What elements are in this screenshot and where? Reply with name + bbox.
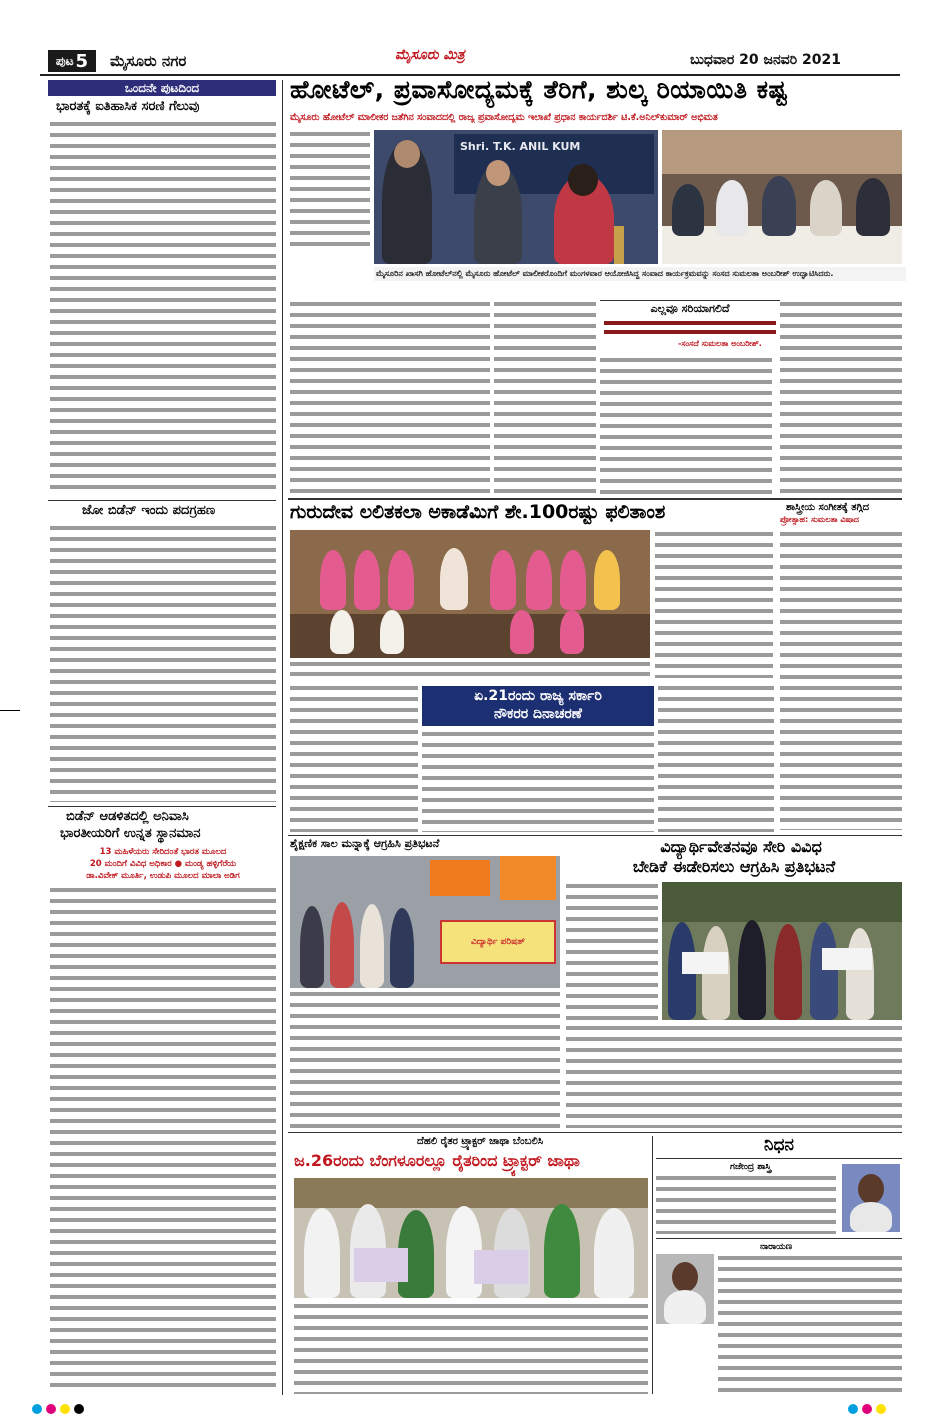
- photo-caption: ಮೈಸೂರಿನ ಖಾಸಗಿ ಹೋಟೆಲ್‌ನಲ್ಲಿ ಮೈಸೂರು ಹೋಟೆಲ್ ಮಾಲೀಕರೊಂದಿಗೆ ಮಂಗಳವಾರ ಆಯೋಜಿಸಿದ್ದ ಸಂವಾದ ಕಾರ್ಯಕ್ರಮವನ್ನು ಸಂಸದ ಸುಮಲತಾ ಅಂಬರೀಶ್ ಉದ್ಘಾಟಿಸಿದರು.: [374, 267, 906, 281]
- registration-mark: [60, 1404, 70, 1414]
- student-figure: [388, 550, 414, 610]
- person-figure: [568, 164, 598, 196]
- held-poster: [474, 1250, 528, 1284]
- placard: [822, 948, 872, 970]
- highlight-box-line: ಏ.21ರಂದು ರಾಜ್ಯ ಸರ್ಕಾರಿ: [474, 688, 602, 704]
- divider: [288, 835, 902, 836]
- person-figure: [810, 180, 842, 236]
- student-figure: [330, 610, 354, 654]
- person-figure: [360, 904, 384, 988]
- person-figure: [330, 902, 354, 988]
- story-body: [780, 300, 902, 495]
- story-headline: ಗುರುದೇವ ಲಲಿತಕಲಾ ಅಕಾಡೆಮಿಗೆ ಶೇ.100ರಷ್ಟು ಫಲಿತಾಂಶ: [290, 501, 666, 523]
- lamp: [614, 226, 624, 264]
- person-figure: [594, 1208, 634, 1298]
- person-figure: [846, 928, 874, 1020]
- person-figure: [486, 160, 510, 186]
- registration-mark: [848, 1404, 858, 1414]
- person-figure: [672, 1262, 698, 1292]
- registration-mark: [74, 1404, 84, 1414]
- person-figure: [544, 1204, 580, 1298]
- story-body: [658, 684, 774, 832]
- story-body: [290, 990, 560, 1128]
- registration-mark: [46, 1404, 56, 1414]
- student-figure: [354, 550, 380, 610]
- photo-hotel-owners-meeting: [662, 130, 902, 264]
- registration-mark: [862, 1404, 872, 1414]
- story-headline: ಜೋ ಬಿಡೆನ್ ಇಂದು ಪದಗ್ರಹಣ: [82, 503, 216, 518]
- photo-lamp-lighting: [374, 130, 658, 264]
- person-figure: [664, 1290, 706, 1324]
- divider: [48, 806, 276, 807]
- person-figure: [390, 908, 414, 988]
- person-figure: [738, 920, 766, 1020]
- highlight-box-line: ನೌಕರರ ದಿನಾಚರಣೆ: [494, 705, 582, 722]
- protest-banner-text: ವಿದ್ಯಾರ್ಥಿ ಪರಿಷತ್: [471, 937, 525, 947]
- story-body: [294, 1302, 648, 1394]
- story-headline: ಭಾರತೀಯರಿಗೆ ಉನ್ನತ ಸ್ಥಾನಮಾನ: [60, 826, 201, 841]
- obituary-text: [656, 1174, 836, 1234]
- story-subhead-line: 13 ಮಹಿಳೆಯರು ಸೇರಿದಂತೆ ಭಾರತ ಮೂಲದ: [99, 847, 227, 857]
- student-figure: [320, 550, 346, 610]
- quote-text: [604, 319, 776, 337]
- continuation-band: [48, 80, 276, 96]
- obituary-name: ನಾರಾಯಣ: [760, 1242, 793, 1252]
- person-figure: [856, 178, 890, 236]
- column-rule: [652, 1136, 653, 1394]
- wall-panel: [662, 130, 902, 174]
- obituary-text: [718, 1254, 902, 1394]
- story-headline: ಬೇಡಿಕೆ ಈಡೇರಿಸಲು ಆಗ್ರಹಿಸಿ ಪ್ರತಿಭಟನೆ: [632, 857, 836, 876]
- photo-abvp-protest: [290, 856, 560, 988]
- student-figure: [560, 610, 584, 654]
- obituary-name: ಗಜೇಂದ್ರ ಶಾಸ್ತ್ರಿ: [730, 1162, 772, 1172]
- story-headline: ಭಾರತಕ್ಕೆ ಐತಿಹಾಸಿಕ ಸರಣಿ ಗೆಲುವು: [56, 99, 200, 114]
- divider: [288, 498, 902, 500]
- column-rule: [282, 80, 283, 1395]
- story-headline: ಶೈಕ್ಷಣಿಕ ಸಾಲ ಮನ್ನಾಕ್ಕೆ ಆಗ್ರಹಿಸಿ ಪ್ರತಿಭಟನೆ: [290, 837, 440, 850]
- obituary-heading: ನಿಧನ: [656, 1136, 902, 1159]
- story-body: [600, 356, 772, 495]
- quote-author: -ಸಂಸದೆ ಸುಮಲತಾ ಅಂಬರೀಶ್.: [678, 339, 762, 348]
- divider: [48, 500, 276, 501]
- story-body: [290, 300, 490, 495]
- person-figure: [394, 140, 420, 168]
- page-label: ಪುಟ: [55, 53, 74, 68]
- student-figure: [526, 550, 552, 610]
- quote-box: [600, 300, 780, 351]
- quote-title: ಎಲ್ಲವೂ ಸರಿಯಾಗಲಿದೆ: [650, 302, 730, 315]
- story-body: [290, 130, 370, 252]
- flag: [430, 860, 490, 896]
- divider: [656, 1238, 902, 1239]
- poster-wall: [294, 1178, 648, 1208]
- highlight-box: [422, 686, 654, 726]
- story-subhead-line: ಡಾ.ವಿವೇಕ್ ಮೂರ್ತಿ, ಉಡುಪಿ ಮೂಲದ ಮಾಲಾ ಅಡಿಗ: [86, 871, 240, 881]
- lead-headline: ಹೋಟೆಲ್, ಪ್ರವಾಸೋದ್ಯಮಕ್ಕೆ ತೆರಿಗೆ, ಶುಲ್ಕ ರಿಯಾಯಿತಿ ಕಷ್ಟ: [290, 75, 788, 104]
- photo-student-protest: [662, 882, 902, 1020]
- story-body: [50, 886, 276, 1394]
- trees: [662, 882, 902, 922]
- story-body: [780, 530, 902, 830]
- story-body: [422, 730, 654, 832]
- obituary-photo: [842, 1164, 900, 1232]
- person-figure: [672, 184, 704, 236]
- person-figure: [304, 1208, 340, 1298]
- protest-banner: [440, 920, 556, 964]
- photo-academy-students: [290, 530, 650, 658]
- story-body: [566, 882, 658, 1022]
- story-headline: ಜ.26ರಂದು ಬೆಂಗಳೂರಲ್ಲೂ ರೈತರಿಂದ ಟ್ರ್ಯಾಕ್ಟರ್ ಜಾಥಾ: [294, 1151, 580, 1170]
- held-poster: [354, 1248, 408, 1282]
- sidebar-headline: ಶಾಸ್ತ್ರೀಯ ಸಂಗೀತಕ್ಕೆ ತಗ್ಗಿದ: [786, 502, 870, 513]
- student-figure: [510, 610, 534, 654]
- crop-mark: [0, 710, 20, 711]
- story-headline: ವಿದ್ಯಾರ್ಥಿವೇತನವೂ ಸೇರಿ ವಿವಿಧ: [660, 837, 822, 856]
- person-figure: [774, 924, 802, 1020]
- obituary-photo: [656, 1254, 714, 1324]
- student-figure: [380, 610, 404, 654]
- story-body: [566, 1024, 902, 1128]
- page-number: 5: [75, 50, 89, 72]
- story-body: [655, 530, 773, 678]
- section-title: ಮೈಸೂರು ನಗರ: [110, 52, 187, 70]
- registration-mark: [876, 1404, 886, 1414]
- person-figure: [762, 176, 796, 236]
- story-body: [50, 524, 276, 802]
- banner-text: Shri. T.K. ANIL KUM: [460, 140, 581, 153]
- photo-farmers-leaders: [294, 1178, 648, 1298]
- flag: [500, 856, 556, 900]
- person-figure: [858, 1174, 884, 1204]
- story-body: [50, 120, 276, 495]
- sidebar-subhead: ಪ್ರೋತ್ಸಾಹ: ಸುಮಲತಾ ವಿಷಾದ: [780, 515, 859, 524]
- person-figure: [300, 906, 324, 988]
- masthead-logo: ಮೈಸೂರು ಮಿತ್ರ: [395, 47, 465, 63]
- page-number-badge: [48, 50, 96, 72]
- story-subhead-line: 20 ಮಂದಿಗೆ ವಿವಿಧ ಅಧಿಕಾರ ● ಮಂಡ್ಯ ಹಳ್ಳಿಗೆರೆಯ: [89, 859, 237, 869]
- student-figure: [440, 548, 468, 610]
- registration-mark: [32, 1404, 42, 1414]
- story-body: [290, 684, 418, 832]
- story-body: [494, 300, 596, 495]
- story-body: [290, 660, 650, 680]
- story-subhead: [50, 846, 276, 882]
- story-headline: ಬಿಡೆನ್ ಆಡಳಿತದಲ್ಲಿ ಅನಿವಾಸಿ: [66, 809, 189, 824]
- person-figure: [850, 1202, 892, 1232]
- story-kicker: ದೆಹಲಿ ರೈತರ ಟ್ರ್ಯಾಕ್ಟರ್ ಜಾಥಾ ಬೆಂಬಲಿಸಿ: [416, 1136, 544, 1147]
- divider: [288, 1132, 902, 1133]
- dateline: ಬುಧವಾರ 20 ಜನವರಿ 2021: [690, 52, 841, 68]
- person-figure: [810, 922, 838, 1020]
- student-figure: [560, 550, 586, 610]
- lead-subhead: ಮೈಸೂರು ಹೋಟೆಲ್ ಮಾಲೀಕರ ಜತೆಗಿನ ಸಂವಾದದಲ್ಲಿ ರಾಜ್ಯ ಪ್ರವಾಸೋದ್ಯಮ ಇಲಾಖೆ ಪ್ರಧಾನ ಕಾರ್ಯದರ್ಶಿ ಟಿ.ಕೆ.ಅನಿಲ್‌ಕುಮಾರ್ ಅಭಿಮತ: [290, 112, 718, 123]
- student-figure: [594, 550, 620, 610]
- person-figure: [716, 180, 748, 236]
- placard: [682, 952, 728, 974]
- continuation-band-text: ಒಂದನೇ ಪುಟದಿಂದ: [124, 80, 200, 95]
- student-figure: [490, 550, 516, 610]
